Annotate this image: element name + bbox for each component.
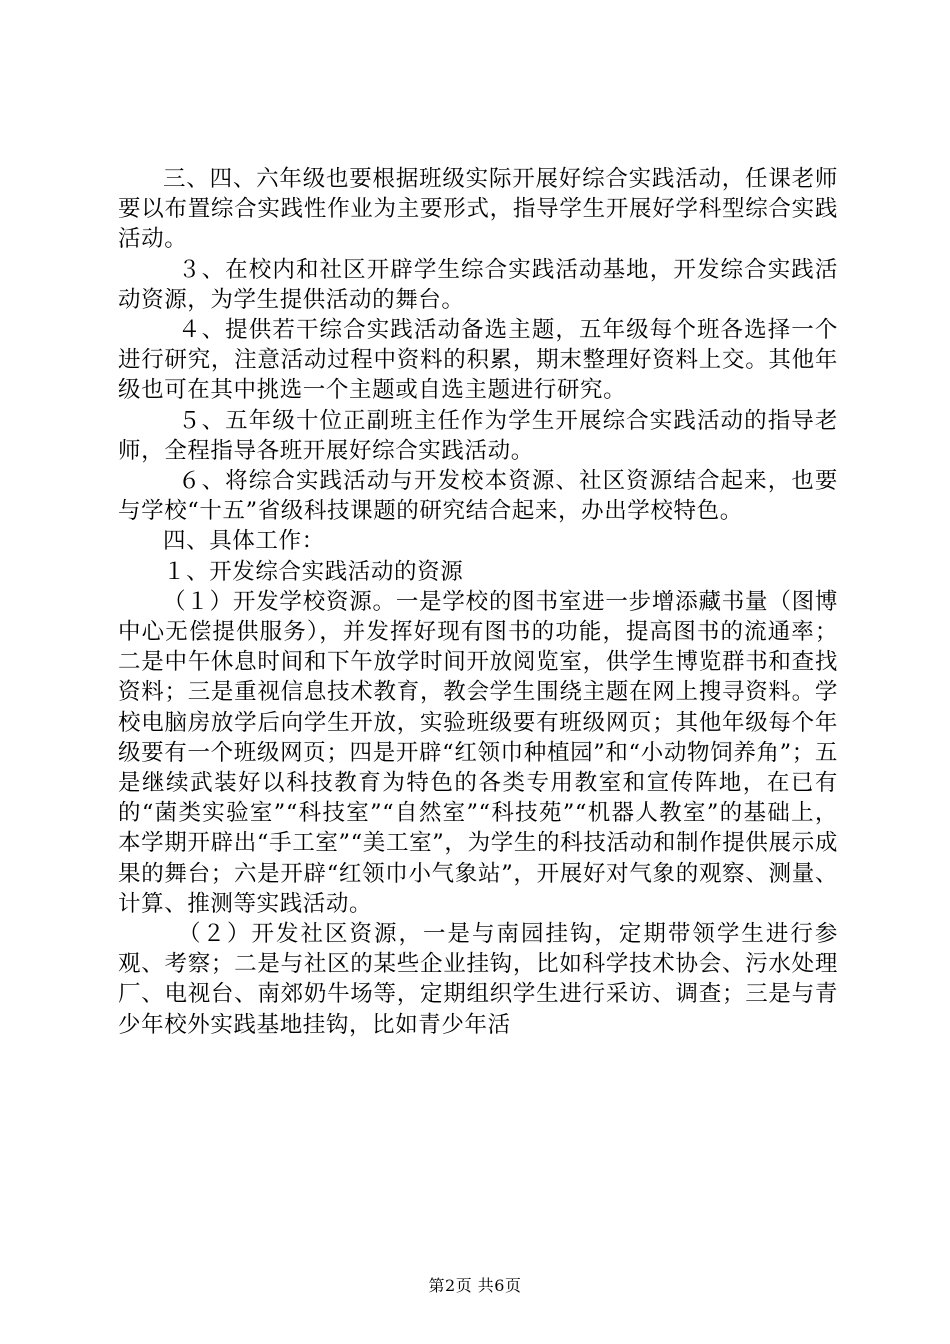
document-body [118, 164, 838, 1040]
paragraph-grade-activities: 三、四、六年级也要根据班级实际开展好综合实践活动，任课老师要以布置综合实践性作业为主要形式，指导学生开展好学科型综合实践活动。 [118, 166, 838, 253]
paragraph-item-5: ５、五年级十位正副班主任作为学生开展综合实践活动的指导老师，全程指导各班开展好综合实践活动。 [118, 407, 838, 464]
paragraph-community-resources: （２）开发社区资源，一是与南园挂钩，定期带领学生进行参观、考察；二是与社区的某些企业挂钩，比如科学技术协会、污水处理厂、电视台、南郊奶牛场等，定期组织学生进行采访、调查；三是与青少年校外实践基地挂钩，比如青少年活 [118, 921, 838, 1038]
page-number-footer: 第2页 共6页 [428, 1276, 522, 1295]
section-heading-specific-work: 四、具体工作： [163, 528, 325, 555]
paragraph-item-4: ４、提供若干综合实践活动备选主题，五年级每个班各选择一个进行研究，注意活动过程中资料的积累，期末整理好资料上交。其他年级也可在其中挑选一个主题或自选主题进行研究。 [118, 317, 838, 404]
paragraph-item-6: ６、将综合实践活动与开发校本资源、社区资源结合起来，也要与学校“十五”省级科技课题的研究结合起来，办出学校特色。 [118, 468, 838, 525]
paragraph-item-3: ３、在校内和社区开辟学生综合实践活动基地，开发综合实践活动资源，为学生提供活动的舞台。 [118, 256, 838, 313]
paragraph-school-resources: （１）开发学校资源。一是学校的图书室进一步增添藏书量（图博中心无偿提供服务），并发挥好现有图书的功能，提高图书的流通率；二是中午休息时间和下午放学时间开放阅览室，供学生博览群书和查找资料；三是重视信息技术教育，教会学生围绕主题在网上搜寻资料。学校电脑房放学后向学生开放，实验班级要有班级网页；其他年级每个年级要有一个班级网页；四是开辟“红领巾种植园”和“小动物饲养角”；五是继续武装好以科技教育为特色的各类专用教室和宣传阵地，在已有的“菌类实验室”“科技室”“自然室”“科技苑”“机器人教室”的基础上，本学期开辟出“手工室”“美工室”，为学生的科技活动和制作提供展示成果的舞台；六是开辟“红领巾小气象站”，开展好对气象的观察、测量、计算、推测等实践活动。 [118, 588, 838, 917]
subheading-develop-resources: １、开发综合实践活动的资源 [163, 558, 464, 585]
